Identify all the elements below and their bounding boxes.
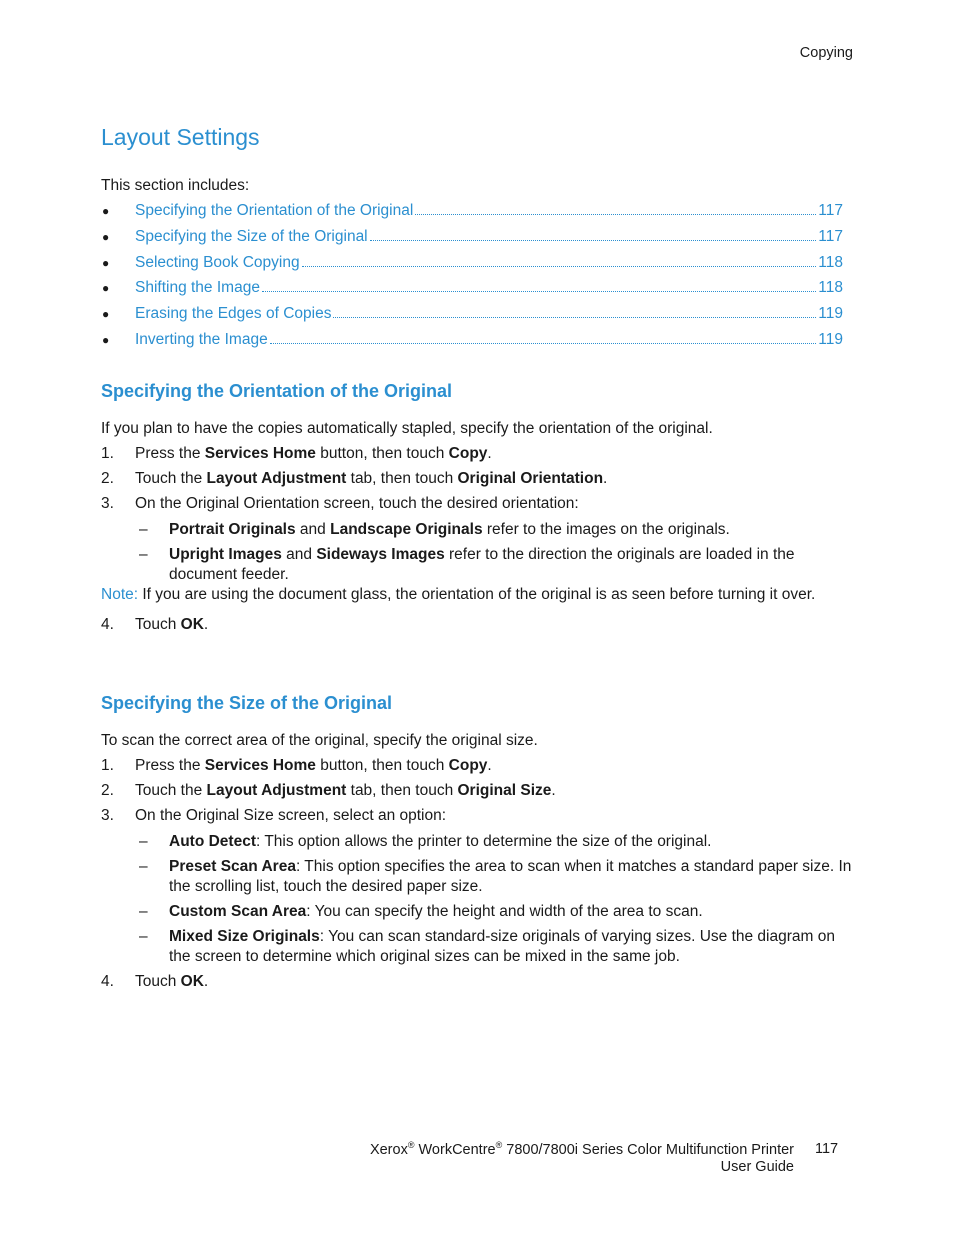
- sub-item-text: Portrait Originals and Landscape Originals refer to the images on the originals.: [169, 520, 730, 538]
- step: [101, 494, 853, 514]
- option-text: Custom Scan Area: You can specify the height and width of the area to scan.: [169, 902, 703, 920]
- step-text: Touch OK.: [135, 973, 209, 991]
- bullet-icon: ●: [102, 229, 110, 244]
- toc-leader: [302, 266, 817, 267]
- toc-page[interactable]: 117: [818, 202, 843, 219]
- toc-page[interactable]: 117: [818, 227, 843, 245]
- step: [101, 469, 853, 489]
- step-text: Touch the Layout Adjustment tab, then touch Original Size.: [135, 782, 556, 800]
- step-number: 1.: [101, 445, 114, 463]
- bullet-icon: ●: [102, 281, 110, 296]
- toc-page[interactable]: 119: [818, 330, 843, 348]
- running-head: Copying: [799, 45, 853, 61]
- section-heading-orientation: Specifying the Orientation of the Original: [101, 381, 453, 401]
- footer-product: Xerox® WorkCentre® 7800/7800i Series Color Multifunction Printer: [369, 1140, 794, 1158]
- toc-item[interactable]: [101, 227, 843, 253]
- section-toc: [101, 201, 843, 356]
- step-number: 4.: [101, 973, 114, 991]
- step-text: Touch the Layout Adjustment tab, then touch Original Orientation.: [135, 470, 608, 488]
- step-text: Press the Services Home button, then touch Copy.: [135, 757, 492, 775]
- toc-page[interactable]: 118: [818, 253, 843, 271]
- footer-guide: User Guide: [720, 1159, 794, 1175]
- section-size: [101, 731, 853, 993]
- note-text: If you are using the document glass, the orientation of the original is as seen before turning it over.: [138, 585, 816, 603]
- step-number: 3.: [101, 495, 114, 513]
- section-intro: To scan the correct area of the original, specify the original size.: [101, 732, 538, 749]
- toc-leader: [370, 240, 817, 241]
- sub-item: [135, 545, 853, 585]
- step-number: 3.: [101, 807, 114, 825]
- option-text: Preset Scan Area: This option specifies the area to scan when it matches a standard paper size. In the scrolling list, touch the desired paper size.: [169, 857, 852, 895]
- dash-marker: –: [139, 928, 148, 946]
- dash-marker: –: [139, 857, 148, 875]
- toc-link[interactable]: Inverting the Image: [135, 330, 268, 348]
- step-text: Touch OK.: [135, 616, 209, 634]
- step: [101, 781, 853, 801]
- step-number: 1.: [101, 757, 114, 775]
- option-item: [135, 927, 853, 967]
- note: [101, 585, 853, 605]
- step-text: Press the Services Home button, then touch Copy.: [135, 445, 492, 463]
- step: [101, 444, 853, 464]
- page-title: Layout Settings: [101, 124, 260, 150]
- step: [101, 756, 853, 776]
- toc-page[interactable]: 119: [818, 305, 843, 323]
- toc-item[interactable]: [101, 278, 843, 304]
- toc-item[interactable]: [101, 253, 843, 279]
- toc-leader: [415, 214, 816, 215]
- dash-marker: –: [139, 520, 148, 538]
- step-text: On the Original Size screen, select an option:: [135, 807, 447, 825]
- toc-item[interactable]: [101, 330, 843, 356]
- toc-link[interactable]: Specifying the Size of the Original: [135, 227, 368, 245]
- option-item: [135, 832, 853, 852]
- bullet-icon: ●: [102, 204, 110, 218]
- sub-item-text: Upright Images and Sideways Images refer to the direction the originals are loaded in the document feeder.: [169, 545, 795, 583]
- section-intro: If you plan to have the copies automatically stapled, specify the orientation of the original.: [101, 420, 713, 437]
- step-number: 2.: [101, 782, 114, 800]
- option-text: Auto Detect: This option allows the printer to determine the size of the original.: [169, 832, 712, 850]
- option-text: Mixed Size Originals: You can scan standard-size originals of varying sizes. Use the diagram on the screen to determine which original sizes can be mixed in the same job.: [169, 928, 835, 966]
- bullet-icon: ●: [102, 255, 110, 270]
- toc-link[interactable]: Specifying the Orientation of the Original: [135, 202, 414, 219]
- sub-item: [135, 520, 853, 540]
- toc-page[interactable]: 118: [818, 279, 843, 297]
- bullet-icon: ●: [102, 332, 110, 347]
- toc-leader: [333, 317, 816, 318]
- toc-link[interactable]: Erasing the Edges of Copies: [135, 305, 332, 323]
- page-number: 117: [815, 1141, 839, 1157]
- toc-link[interactable]: Shifting the Image: [135, 279, 260, 297]
- section-heading-size: Specifying the Size of the Original: [101, 693, 393, 713]
- option-item: [135, 902, 853, 922]
- step: [101, 615, 853, 635]
- includes-label: This section includes:: [101, 177, 250, 194]
- option-item: [135, 857, 853, 897]
- section-orientation: [101, 419, 853, 635]
- toc-leader: [262, 291, 816, 292]
- toc-item[interactable]: [101, 201, 843, 227]
- toc-item[interactable]: [101, 304, 843, 330]
- step-number: 2.: [101, 470, 114, 488]
- dash-marker: –: [139, 902, 148, 920]
- note-label: Note:: [101, 585, 139, 603]
- step: [101, 806, 853, 826]
- toc-leader: [270, 343, 817, 344]
- step-number: 4.: [101, 616, 114, 634]
- bullet-icon: ●: [102, 307, 110, 322]
- toc-link[interactable]: Selecting Book Copying: [135, 253, 300, 271]
- dash-marker: –: [139, 545, 148, 563]
- step: [101, 972, 853, 992]
- step-text: On the Original Orientation screen, touch the desired orientation:: [135, 495, 579, 513]
- dash-marker: –: [139, 832, 148, 850]
